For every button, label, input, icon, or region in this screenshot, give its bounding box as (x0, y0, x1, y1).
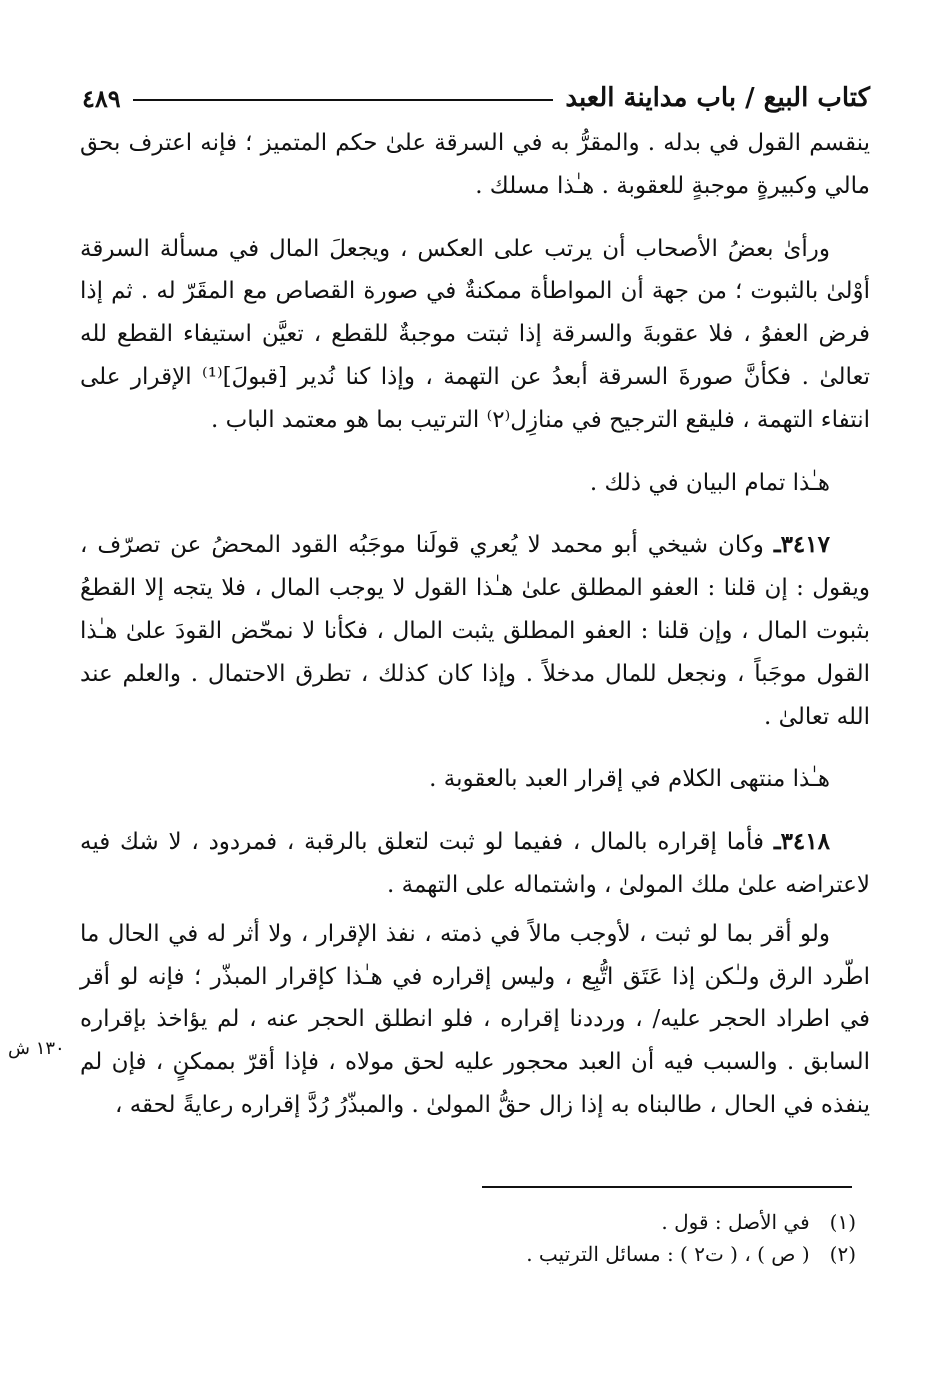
header-rule (133, 99, 554, 101)
paragraph-number-3417: ٣٤١٧ـ (773, 531, 830, 559)
footnote-2-mark: (٢) (829, 1242, 856, 1266)
paragraph-2: ورأىٰ بعضُ الأصحاب أن يرتب على العكس ، ويجعلَ المال في مسألة السرقة أوْلىٰ بالثبوت ؛ من جهة أن المواطأة ممكنةٌ في صورة القصاص مع المقَرّ له . ثم إذا فرض العفوُ ، فلا عقوبةَ والسرقة إذا ثبتت موجبةٌ للقطع ، تعيَّن استيفاء القطع لله تعالىٰ . فكأنَّ صورةَ السرقة أبعدُ عن التهمة ، وإذا كنا نُدير [قبولَ]⁽¹⁾ الإقرار على انتفاء التهمة ، فليقع الترجيح في منازِل⁽٢⁾ الترتيب بما هو معتمد الباب . (80, 235, 870, 433)
manuscript-folio-note: ١٣٠ ش (8, 1038, 65, 1059)
paragraph-number-3418: ٣٤١٨ـ (773, 828, 830, 856)
header-title: كتاب البيع / باب مداينة العبد (565, 83, 870, 113)
paragraph-3417-text: وكان شيخي أبو محمد لا يُعري قولَنا موجَبُه القود المحضُ عن تصرّف ، ويقول : إن قلنا : العفو المطلق علىٰ هـٰذا القول لا يوجب المال ، فلا يتجه إلا القطعُ بثبوت المال ، وإن قلنا : العفو المطلق يثبت المال ، فكأنا لا نمحّض القودَ علىٰ هـٰذا القول موجَباً ، ونجعل للمال مدخلاً . وإذا كان كذلك ، تطرق الاحتمال . والعلم عند الله تعالىٰ . (80, 532, 870, 730)
running-header (82, 76, 870, 120)
footnote-1 (80, 1206, 856, 1238)
footnote-1-text: في الأصل : قول . (661, 1210, 810, 1234)
footnote-2-text: ( ص ) ، ( ت٢ ) : مسائل الترتيب . (526, 1242, 810, 1266)
page-number: ٤٨٩ (82, 83, 121, 113)
paragraph-7: ولو أقر بما لو ثبت ، لأوجب مالاً في ذمته ، نفذ الإقرار ، ولا أثر له في الحال ما اطّرد الرق ولـٰكن إذا عَتَق اتُّبِع ، وليس إقراره في هـٰذا كإقرار المبذّر ؛ فإنه لو أقر في اطراد الحجر عليه/ ، ورددنا إقراره ، فلو انطلق الحجر عنه ، لم يؤاخذ بإقراره السابق . والسبب فيه أن العبد محجور عليه لحق مولاه ، فإذا أقرّ بممكنٍ ، فإن لم ينفذه في الحال ، طالبناه به إذا زال حقُّ المولىٰ . والمبذّرُ رُدَّ إقراره رعايةً لحقه ، (80, 920, 870, 1118)
paragraph-3418 (80, 821, 870, 907)
paragraph-1: ينقسم القول في بدله . والمقرُّ به في السرقة علىٰ حكم المتميز ؛ فإنه اعترف بحق مالي وكبيرةٍ موجبةٍ للعقوبة . هـٰذا مسلك . (80, 130, 870, 199)
paragraph-3: هـٰذا تمام البيان في ذلك . (589, 469, 830, 496)
footnote-2 (80, 1238, 856, 1270)
paragraph-3417 (80, 524, 870, 738)
footnote-separator (482, 1186, 852, 1188)
footnote-1-mark: (١) (829, 1210, 856, 1234)
paragraph-5: هـٰذا منتهى الكلام في إقرار العبد بالعقوبة . (429, 766, 830, 793)
main-text (80, 122, 870, 1127)
footnotes (80, 1206, 856, 1270)
paragraph-3418-text: فأما إقراره بالمال ، ففيما لو ثبت لتعلق بالرقبة ، فمردود ، لا شك فيه لاعتراضه علىٰ ملك المولىٰ ، واشتماله على التهمة . (80, 829, 870, 898)
